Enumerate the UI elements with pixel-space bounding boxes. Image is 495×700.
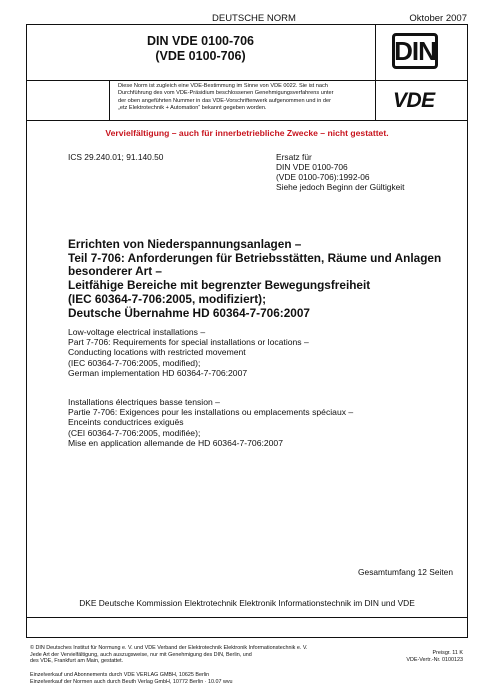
standard-number: DIN VDE 0100-706 [146, 34, 254, 48]
header-date: Oktober 2007 [409, 13, 467, 24]
copyright-line: © DIN Deutsches Institut für Normung e. V. und VDE Verband der Elektrotechnik Elektronik Informationstechnik e. V. [30, 645, 308, 651]
german-title-line: besonderer Art – [68, 264, 162, 279]
english-title-line: German implementation HD 60364-7-706:2007 [68, 367, 248, 378]
french-title-line: Enceints conductrices exiguës [68, 417, 184, 428]
note-line: „etz Elektrotechnik + Automation“ bekannt gegeben worden. [118, 105, 267, 112]
copyright-notice [30, 645, 370, 665]
note-line: der oben angeführten Nummer in das VDE-Vorschriftenwerk aufgenommen und in der [118, 97, 331, 104]
divider [26, 80, 468, 81]
note-line: Durchführung des vom VDE-Präsidium beschlossenen Genehmigungsverfahrens unter [118, 90, 334, 97]
distribution-line: Einzelverkauf und Abonnements durch VDE VERLAG GMBH, 10625 Berlin [30, 672, 210, 678]
divider [26, 120, 468, 121]
replacement-line: DIN VDE 0100-706 [276, 162, 348, 172]
german-title-line: (IEC 60364-7-706:2005, modifiziert); [68, 291, 267, 306]
note-line: Diese Norm ist zugleich eine VDE-Bestimmung im Sinne von VDE 0022. Sie ist nach [118, 83, 328, 89]
standard-vde-number: (VDE 0100-706) [155, 49, 246, 63]
german-title-line: Leitfähige Bereiche mit begrenzter Bewegungsfreiheit [68, 278, 371, 293]
price-line: Preisgr. 11 K [432, 650, 463, 656]
german-title-line: Teil 7-706: Anforderungen für Betriebsstätten, Räume und Anlagen [68, 250, 442, 265]
french-title-line: (CEI 60364-7-706:2005, modifiée); [68, 427, 201, 438]
distribution-line: Einzelverkauf der Normen auch durch Beuth Verlag GmbH, 10772 Berlin · 10.07 wvu [30, 678, 233, 685]
english-title [68, 327, 448, 378]
replacement-line: Siehe jedoch Beginn der Gültigkeit [276, 182, 405, 192]
replacement-info [276, 152, 405, 192]
dke-line: DKE Deutsche Kommission Elektrotechnik Elektronik Informationstechnik im DIN und VDE [79, 598, 415, 608]
english-title-line: Part 7-706: Requirements for special installations or locations – [68, 337, 309, 348]
french-title-line: Mise en application allemande de HD 60364-7-706:2007 [68, 437, 283, 448]
vde-logo: VDE [393, 89, 435, 112]
copyright-line: Jede Art der Vervielfältigung, auch auszugsweise, nur mit Genehmigung des DIN, Berlin, und [30, 651, 252, 658]
divider [26, 617, 468, 618]
price-line: VDE-Vertr.-Nr. 0100123 [406, 656, 463, 663]
price-info [406, 650, 463, 663]
german-title [68, 238, 448, 320]
divider [375, 24, 376, 120]
divider [109, 80, 110, 120]
header-doc-type: DEUTSCHE NORM [212, 13, 296, 24]
replacement-line: (VDE 0100-706):1992-06 [276, 172, 370, 182]
ics-codes: ICS 29.240.01; 91.140.50 [68, 152, 164, 162]
english-title-line: Conducting locations with restricted movement [68, 347, 246, 358]
replacement-line: Ersatz für [276, 152, 312, 162]
french-title-line: Partie 7-706: Exigences pour les installations ou emplacements spéciaux – [68, 407, 354, 418]
english-title-line: (IEC 60364-7-706:2005, modified); [68, 357, 201, 368]
total-pages: Gesamtumfang 12 Seiten [358, 567, 453, 577]
french-title-line: Installations électriques basse tension – [68, 397, 220, 407]
copyright-line: des VDE, Frankfurt am Main, gestattet. [30, 658, 124, 665]
german-title-line: Errichten von Niederspannungsanlagen – [68, 237, 302, 251]
din-logo: DIN [392, 33, 438, 69]
english-title-line: Low-voltage electrical installations – [68, 327, 206, 337]
copy-warning: Vervielfältigung – auch für innerbetriebliche Zwecke – nicht gestattet. [105, 128, 389, 138]
standard-number-box [26, 24, 375, 80]
german-title-line: Deutsche Übernahme HD 60364-7-706:2007 [68, 305, 310, 320]
french-title [68, 397, 448, 448]
distribution-info [30, 672, 233, 685]
vde-note [118, 83, 370, 113]
